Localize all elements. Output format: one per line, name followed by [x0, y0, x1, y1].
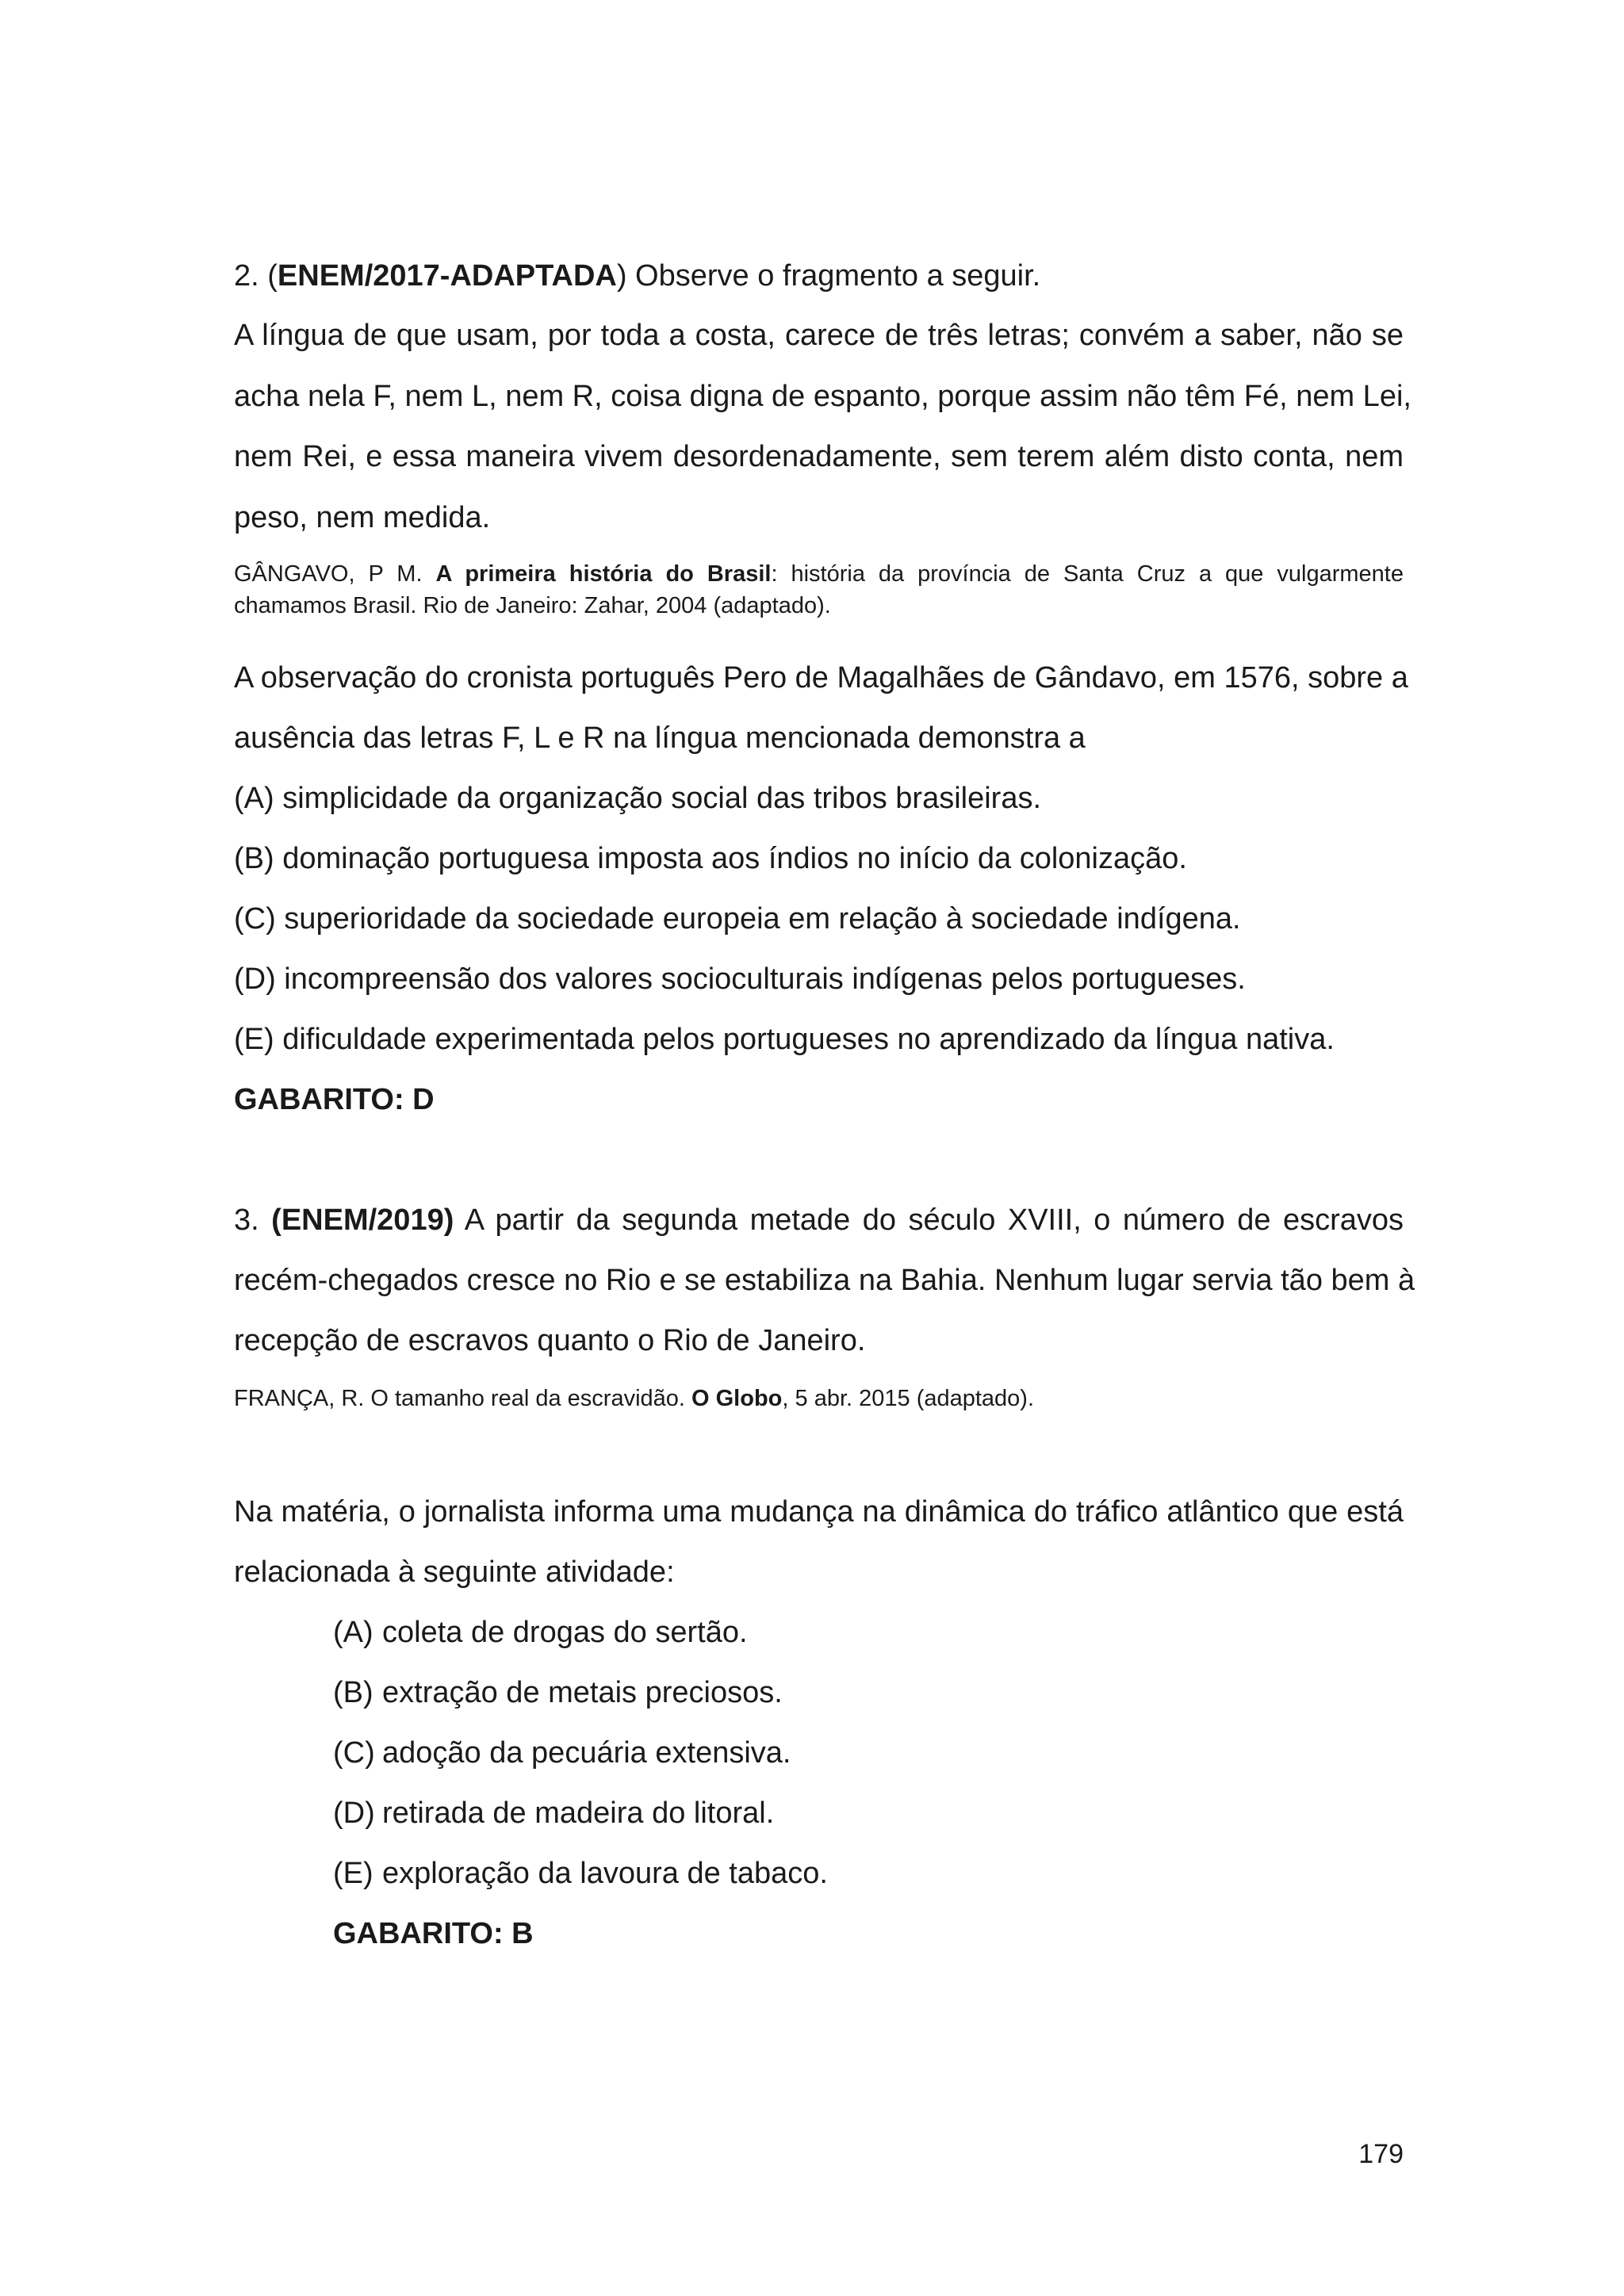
q2-prompt: ) Observe o fragmento a seguir.: [616, 259, 1041, 293]
option-label: (B): [333, 1676, 373, 1709]
q2-question-line: ausência das letras F, L e R na língua mencionada demonstra a: [234, 721, 1086, 755]
option-text: retirada de madeira do litoral.: [382, 1797, 775, 1830]
q2-option-c: (C) superioridade da sociedade europeia em relação à sociedade indígena.: [234, 902, 1241, 936]
citation-author: GÂNGAVO, P M.: [234, 561, 436, 587]
q2-answer-text: GABARITO: D: [234, 1083, 435, 1116]
q3-text-first: A partir da segunda metade do século XVIII, o número de escravos: [454, 1203, 1404, 1237]
option-label: (E): [333, 1857, 373, 1890]
q3-option-b: [333, 1674, 1404, 1711]
q3-answer-text: GABARITO: B: [333, 1917, 534, 1950]
q2-heading: [234, 258, 1404, 294]
option-text: extração de metais preciosos.: [382, 1676, 783, 1709]
q2-number: 2. (: [234, 259, 278, 293]
q3-option-c: [333, 1735, 1404, 1771]
option-label: (A): [333, 1616, 373, 1649]
q3-option-e: [333, 1855, 1404, 1892]
q3-number: 3.: [234, 1203, 272, 1237]
q2-excerpt-line: nem Rei, e essa maneira vivem desordenadamente, sem terem além disto conta, nem: [234, 440, 1404, 473]
q2-excerpt-line: A língua de que usam, por toda a costa, carece de três letras; convém a saber, não se: [234, 319, 1404, 352]
page-number: 179: [1358, 2139, 1404, 2169]
q3-source: (ENEM/2019): [271, 1203, 454, 1237]
citation-rest: : história da província de Santa Cruz a que vulgarmente: [771, 561, 1404, 587]
q3-text-line: [234, 1202, 1404, 1238]
q2-question-line: A observação do cronista português Pero de Magalhães de Gândavo, em 1576, sobre a: [234, 661, 1408, 695]
q3-option-a: [333, 1614, 1404, 1651]
q2-option-a: (A) simplicidade da organização social das tribos brasileiras.: [234, 782, 1042, 815]
q2-citation: [234, 558, 1404, 590]
citation-after: , 5 abr. 2015 (adaptado).: [782, 1386, 1035, 1411]
q3-text-line: recém-chegados cresce no Rio e se estabiliza na Bahia. Nenhum lugar servia tão bem à: [234, 1264, 1415, 1297]
option-text: coleta de drogas do sertão.: [382, 1616, 748, 1649]
option-text: adoção da pecuária extensiva.: [382, 1736, 791, 1770]
option-text: exploração da lavoura de tabaco.: [382, 1857, 828, 1890]
citation-title: A primeira história do Brasil: [435, 561, 772, 587]
q3-text-line: recepção de escravos quanto o Rio de Janeiro.: [234, 1324, 866, 1357]
q2-citation-line2: chamamos Brasil. Rio de Janeiro: Zahar, 2004 (adaptado).: [234, 593, 831, 618]
q3-answer: [333, 1915, 1404, 1952]
q3-option-d: [333, 1795, 1404, 1831]
q2-excerpt-line: peso, nem medida.: [234, 501, 491, 534]
citation-title: O Globo: [691, 1386, 783, 1411]
q2-option-b: (B) dominação portuguesa imposta aos índios no início da colonização.: [234, 842, 1187, 875]
q3-citation: [234, 1383, 1404, 1414]
q2-option-d: (D) incompreensão dos valores socioculturais indígenas pelos portugueses.: [234, 962, 1246, 996]
q2-excerpt-line: acha nela F, nem L, nem R, coisa digna de espanto, porque assim não têm Fé, nem Lei,: [234, 380, 1411, 413]
q2-answer: [234, 1081, 1404, 1118]
q3-question-line: Na matéria, o jornalista informa uma mudança na dinâmica do tráfico atlântico que está: [234, 1495, 1404, 1529]
option-label: (D): [333, 1797, 375, 1830]
q2-source: ENEM/2017-ADAPTADA: [277, 259, 617, 293]
option-label: (C): [333, 1736, 375, 1770]
q2-option-e: (E) dificuldade experimentada pelos portugueses no aprendizado da língua nativa.: [234, 1023, 1335, 1056]
q3-question-line: relacionada à seguinte atividade:: [234, 1556, 675, 1589]
citation-before: FRANÇA, R. O tamanho real da escravidão.: [234, 1386, 692, 1411]
